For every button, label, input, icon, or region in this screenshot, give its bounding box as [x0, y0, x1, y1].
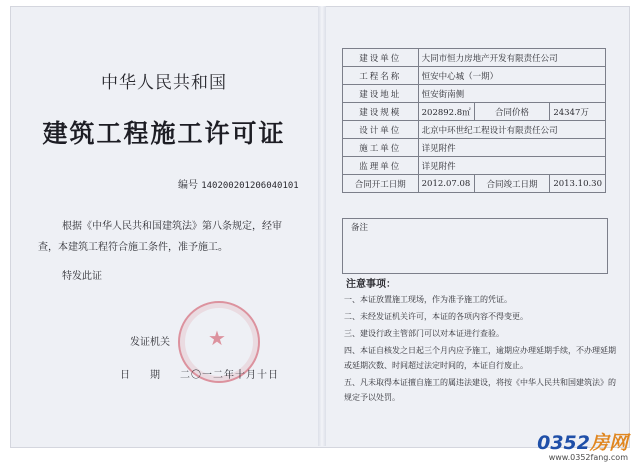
watermark-logo: [537, 428, 628, 455]
seal-star-icon: ★: [208, 326, 226, 350]
left-page: [10, 6, 318, 446]
row-value: 2012.07.08: [418, 175, 474, 193]
notice-item: 三、建设行政主管部门可以对本证进行查验。: [344, 329, 504, 338]
issuer-label: 发证机关: [130, 337, 170, 348]
special-notice: 特发此证: [62, 271, 102, 282]
table-row: [343, 139, 606, 157]
notice-item: 五、凡未取得本证擅自施工的属违法建设，将按《中华人民共和国建筑法》的规定予以处罚。: [344, 378, 616, 402]
row-label: 施工单位: [343, 139, 419, 157]
watermark-logo-text: 房网: [589, 432, 628, 454]
serial-row: [178, 176, 299, 191]
project-info-table: [342, 48, 606, 193]
table-row: [343, 121, 606, 139]
row-label-secondary: 合同价格: [474, 103, 550, 121]
page-fold: [318, 6, 326, 446]
row-label-secondary: 合同竣工日期: [474, 175, 550, 193]
site-watermark: [537, 428, 628, 462]
table-row: [343, 49, 606, 67]
row-value: 恒安街南侧: [418, 85, 605, 103]
notice-list: [344, 292, 622, 407]
row-value: 详见附件: [418, 157, 605, 175]
serial-label: 编号: [178, 180, 198, 191]
table-row: [343, 67, 606, 85]
notice-item: 一、本证放置施工现场，作为准予施工的凭证。: [344, 295, 512, 304]
row-value: 北京中环世纪工程设计有限责任公司: [418, 121, 605, 139]
row-label: 建设规模: [343, 103, 419, 121]
remark-label: 备注: [351, 223, 369, 233]
row-value: 详见附件: [418, 139, 605, 157]
row-value: 大同市恒力房地产开发有限责任公司: [418, 49, 605, 67]
row-value: 202892.8㎡: [418, 103, 474, 121]
right-page: [326, 6, 628, 446]
table-row: [343, 103, 606, 121]
row-label: 建设地址: [343, 85, 419, 103]
notice-item: 二、未经发证机关许可，本证的各项内容不得变更。: [344, 312, 528, 321]
row-value-secondary: 2013.10.30: [550, 175, 606, 193]
table-row: [343, 175, 606, 193]
serial-number: 140200201206040101: [201, 181, 299, 191]
permit-body-text: 根据《中华人民共和国建筑法》第八条规定，经审查，本建筑工程符合施工条件，准予施工。: [38, 221, 282, 253]
row-label: 工程名称: [343, 67, 419, 85]
permit-title: 建筑工程施工许可证: [42, 119, 286, 148]
watermark-logo-number: 0352: [537, 432, 590, 454]
row-value: 恒安中心城（一期）: [418, 67, 605, 85]
notice-title: 注意事项：: [346, 279, 396, 290]
row-label: 合同开工日期: [343, 175, 419, 193]
row-value-secondary: 24347万: [550, 103, 606, 121]
country-name: 中华人民共和国: [101, 73, 227, 93]
table-row: [343, 157, 606, 175]
notice-item: 四、本证自核发之日起三个月内应予施工，逾期应办理延期手续，不办理延期或延期次数、时间超过法定时间的，本证自行废止。: [344, 346, 616, 370]
remark-box: [342, 218, 608, 274]
table-row: [343, 85, 606, 103]
date-label: 日 期: [120, 370, 160, 381]
date-value: 二〇一二年十月十日: [180, 370, 279, 381]
row-label: 设计单位: [343, 121, 419, 139]
row-label: 建设单位: [343, 49, 419, 67]
watermark-url: www.0352fang.com: [548, 453, 628, 462]
row-label: 监理单位: [343, 157, 419, 175]
